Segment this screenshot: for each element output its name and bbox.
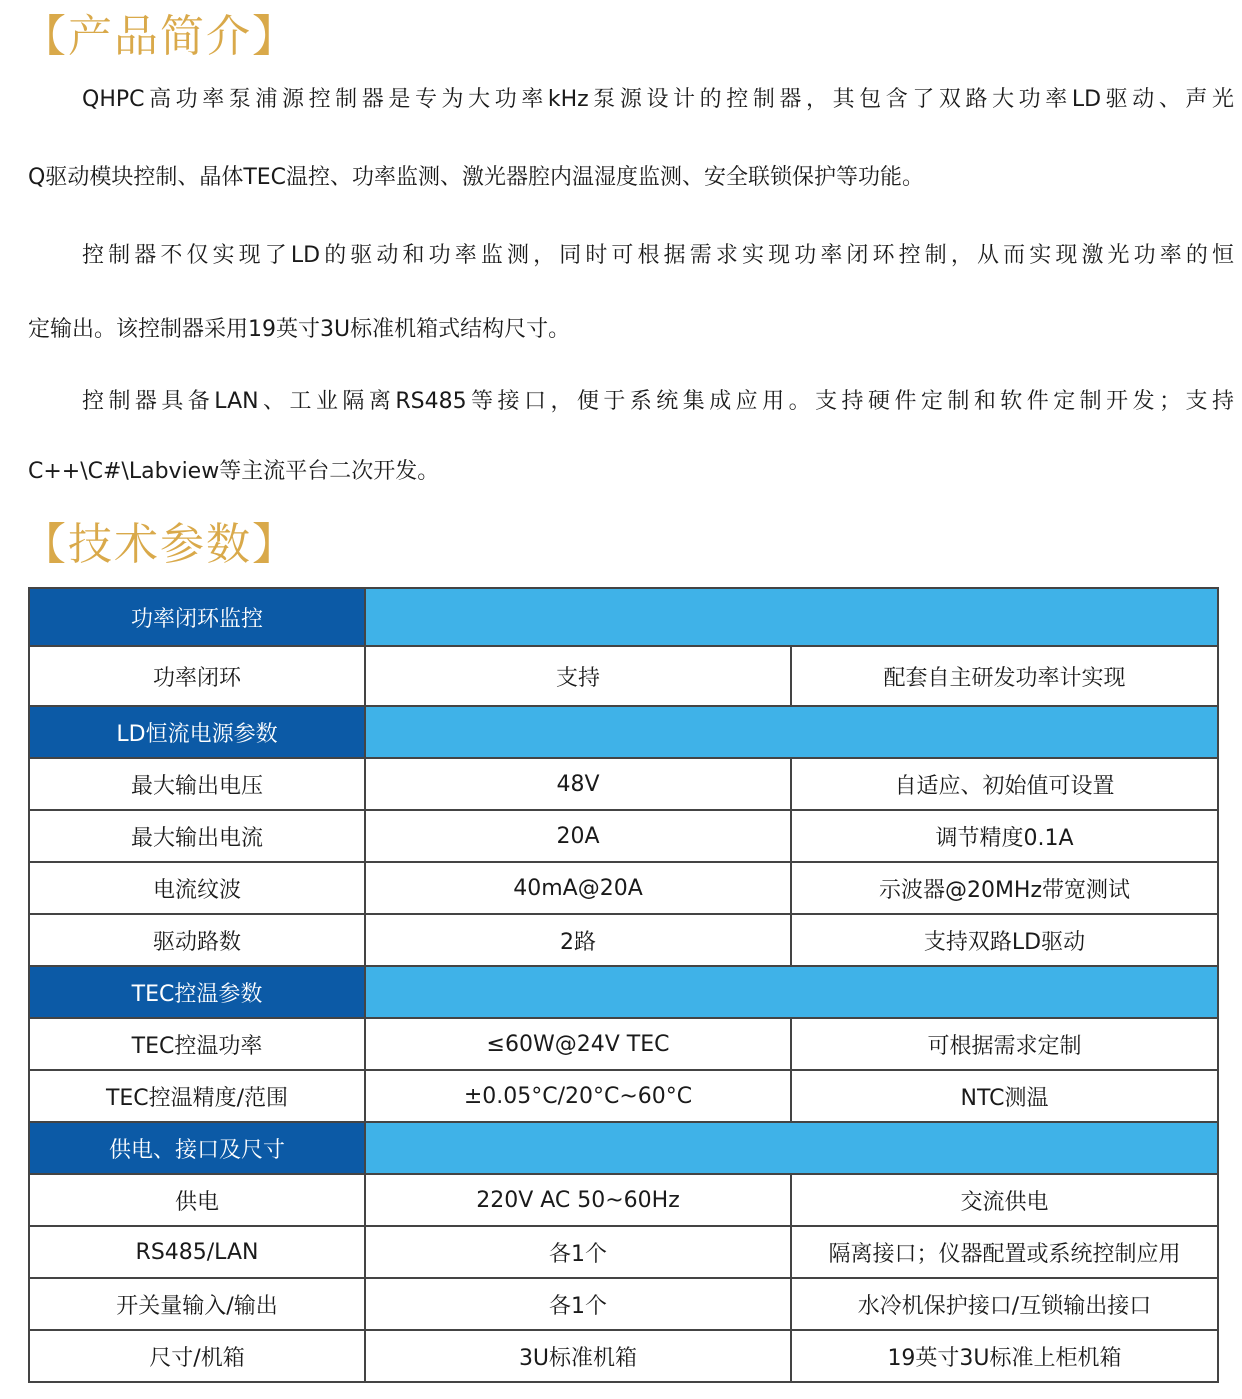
param-value: 20A [365,810,791,862]
param-name: 最大输出电流 [29,810,365,862]
section-header-row [29,706,1218,758]
param-note: 配套自主研发功率计实现 [791,646,1218,706]
param-name: 最大输出电压 [29,758,365,810]
table-row [29,646,1218,706]
section-header-row [29,588,1218,646]
param-name: 驱动路数 [29,914,365,966]
param-note: NTC测温 [791,1070,1218,1122]
param-name: RS485/LAN [29,1226,365,1278]
param-note: 交流供电 [791,1174,1218,1226]
table-row [29,1330,1218,1382]
param-note: 19英寸3U标准上柜机箱 [791,1330,1218,1382]
intro-paragraph-2 [28,240,1234,346]
table-row [29,1174,1218,1226]
section-header-row [29,966,1218,1018]
param-note: 调节精度0.1A [791,810,1218,862]
table-row [29,758,1218,810]
param-name: 功率闭环 [29,646,365,706]
param-name: 开关量输入/输出 [29,1278,365,1330]
param-value: 支持 [365,646,791,706]
section-name: LD恒流电源参数 [29,706,365,758]
table-row [29,1070,1218,1122]
paragraph-line: 控制器不仅实现了LD的驱动和功率监测，同时可根据需求实现功率闭环控制，从而实现激光功率的恒 [82,243,1234,268]
param-value: 48V [365,758,791,810]
paragraph-line: C++\C#\Labview等主流平台二次开发。 [28,459,440,484]
section-fill [365,966,1218,1018]
param-value: 3U标准机箱 [365,1330,791,1382]
param-note: 水冷机保护接口/互锁输出接口 [791,1278,1218,1330]
spec-table [28,587,1219,1383]
paragraph-line: Q驱动模块控制、晶体TEC温控、功率监测、激光器腔内温湿度监测、安全联锁保护等功能。 [28,165,925,190]
section-name: TEC控温参数 [29,966,365,1018]
param-note: 支持双路LD驱动 [791,914,1218,966]
paragraph-line: 控制器具备LAN、工业隔离RS485等接口，便于系统集成应用。支持硬件定制和软件定制开发；支持 [82,389,1234,414]
table-row [29,862,1218,914]
param-value: 40mA@20A [365,862,791,914]
param-name: 电流纹波 [29,862,365,914]
section-name: 功率闭环监控 [29,588,365,646]
intro-paragraph-3 [28,386,1234,488]
paragraph-line: QHPC高功率泵浦源控制器是专为大功率kHz泵源设计的控制器，其包含了双路大功率LD驱动、声光 [82,87,1234,112]
param-name: 尺寸/机箱 [29,1330,365,1382]
spec-title: 【技术参数】 [22,519,298,570]
paragraph-line: 定输出。该控制器采用19英寸3U标准机箱式结构尺寸。 [28,317,571,342]
param-value: ≤60W@24V TEC [365,1018,791,1070]
param-value: 2路 [365,914,791,966]
param-value: 各1个 [365,1226,791,1278]
section-name: 供电、接口及尺寸 [29,1122,365,1174]
intro-title: 【产品简介】 [22,11,298,62]
param-name: TEC控温功率 [29,1018,365,1070]
param-value: 各1个 [365,1278,791,1330]
param-name: TEC控温精度/范围 [29,1070,365,1122]
param-note: 示波器@20MHz带宽测试 [791,862,1218,914]
param-name: 供电 [29,1174,365,1226]
param-value: ±0.05°C/20°C~60°C [365,1070,791,1122]
param-value: 220V AC 50~60Hz [365,1174,791,1226]
table-row [29,810,1218,862]
section-header-row [29,1122,1218,1174]
section-fill [365,1122,1218,1174]
section-fill [365,588,1218,646]
table-row [29,1018,1218,1070]
intro-paragraph-1 [28,84,1234,194]
param-note: 隔离接口；仪器配置或系统控制应用 [791,1226,1218,1278]
section-fill [365,706,1218,758]
param-note: 可根据需求定制 [791,1018,1218,1070]
table-row [29,914,1218,966]
table-row [29,1226,1218,1278]
table-row [29,1278,1218,1330]
param-note: 自适应、初始值可设置 [791,758,1218,810]
